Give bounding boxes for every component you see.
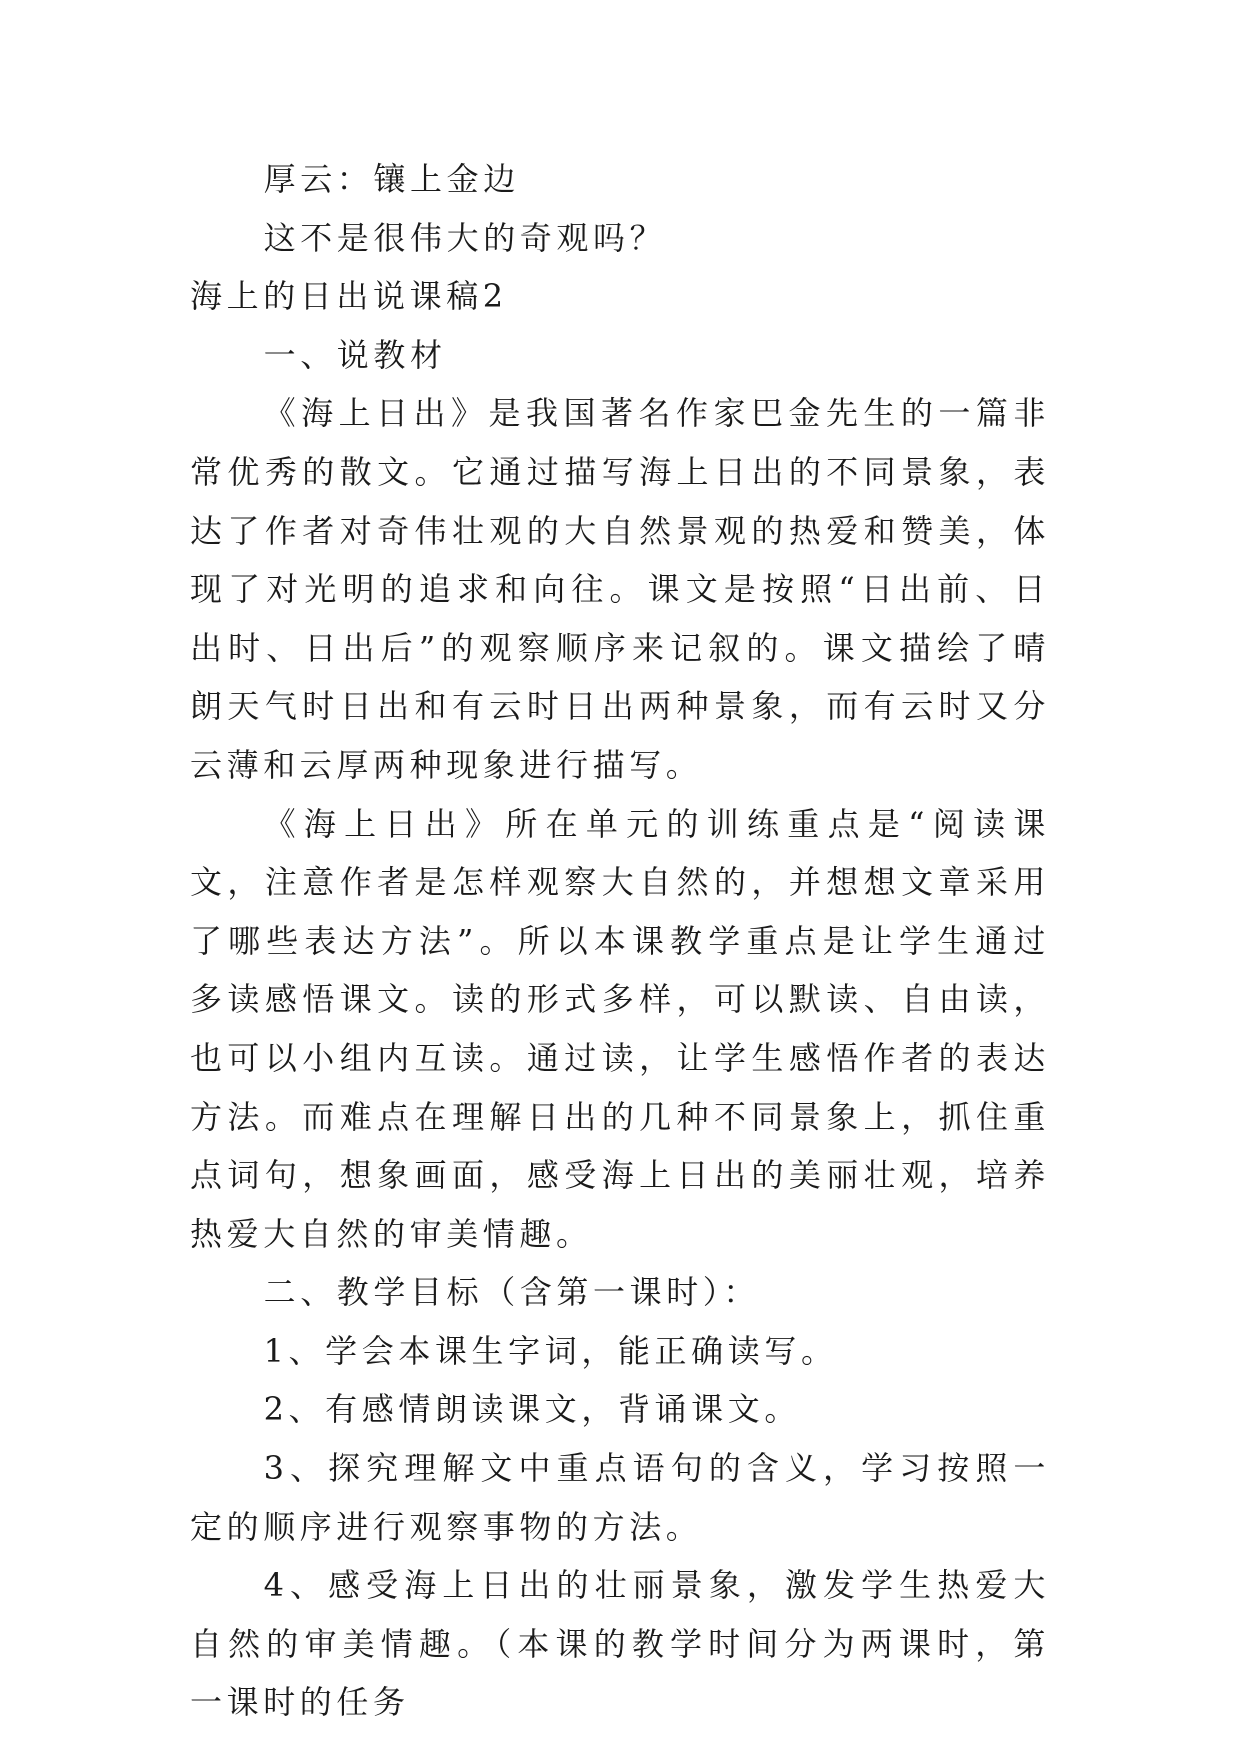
goal-item-3: 3、探究理解文中重点语句的含义，学习按照一定的顺序进行观察事物的方法。: [190, 1449, 1050, 1546]
document-title: 海上的日出说课稿2: [190, 277, 508, 316]
section-heading-textbook: 一、说教材: [263, 335, 447, 374]
goal-item-4: 4、感受海上日出的壮丽景象，激发学生热爱大自然的审美情趣。（本课的教学时间分为两课时，第一课时的任务: [190, 1566, 1050, 1722]
paragraph-unit-focus: 《海上日出》所在单元的训练重点是“阅读课文，注意作者是怎样观察大自然的，并想想文章采用了哪些表达方法”。所以本课教学重点是让学生通过多读感悟课文。读的形式多样，可以默读、自由读，也可以小组内互读。通过读，让学生感悟作者的表达方法。而难点在理解日出的几种不同景象上，抓住重点词句，想象画面，感受海上日出的美丽壮观，培养热爱大自然的审美情趣。: [190, 804, 1050, 1253]
section-heading-goals: 二、教学目标（含第一课时）：: [263, 1273, 760, 1312]
paragraph-textbook-intro: 《海上日出》是我国著名作家巴金先生的一篇非常优秀的散文。它通过描写海上日出的不同景象，表达了作者对奇伟壮观的大自然景观的热爱和赞美，体现了对光明的追求和向往。课文是按照“日出前、日出时、日出后”的观察顺序来记叙的。课文描绘了晴朗天气时日出和有云时日出两种景象，而有云时又分云薄和云厚两种现象进行描写。: [190, 394, 1050, 784]
document-body: [190, 150, 1050, 1732]
goal-item-1: 1、学会本课生字词，能正确读写。: [263, 1331, 838, 1370]
paragraph-wonder-question: 这不是很伟大的奇观吗？: [263, 218, 667, 257]
goal-item-2: 2、有感情朗读课文，背诵课文。: [263, 1390, 801, 1429]
paragraph-thick-cloud: 厚云：镶上金边: [263, 160, 520, 198]
